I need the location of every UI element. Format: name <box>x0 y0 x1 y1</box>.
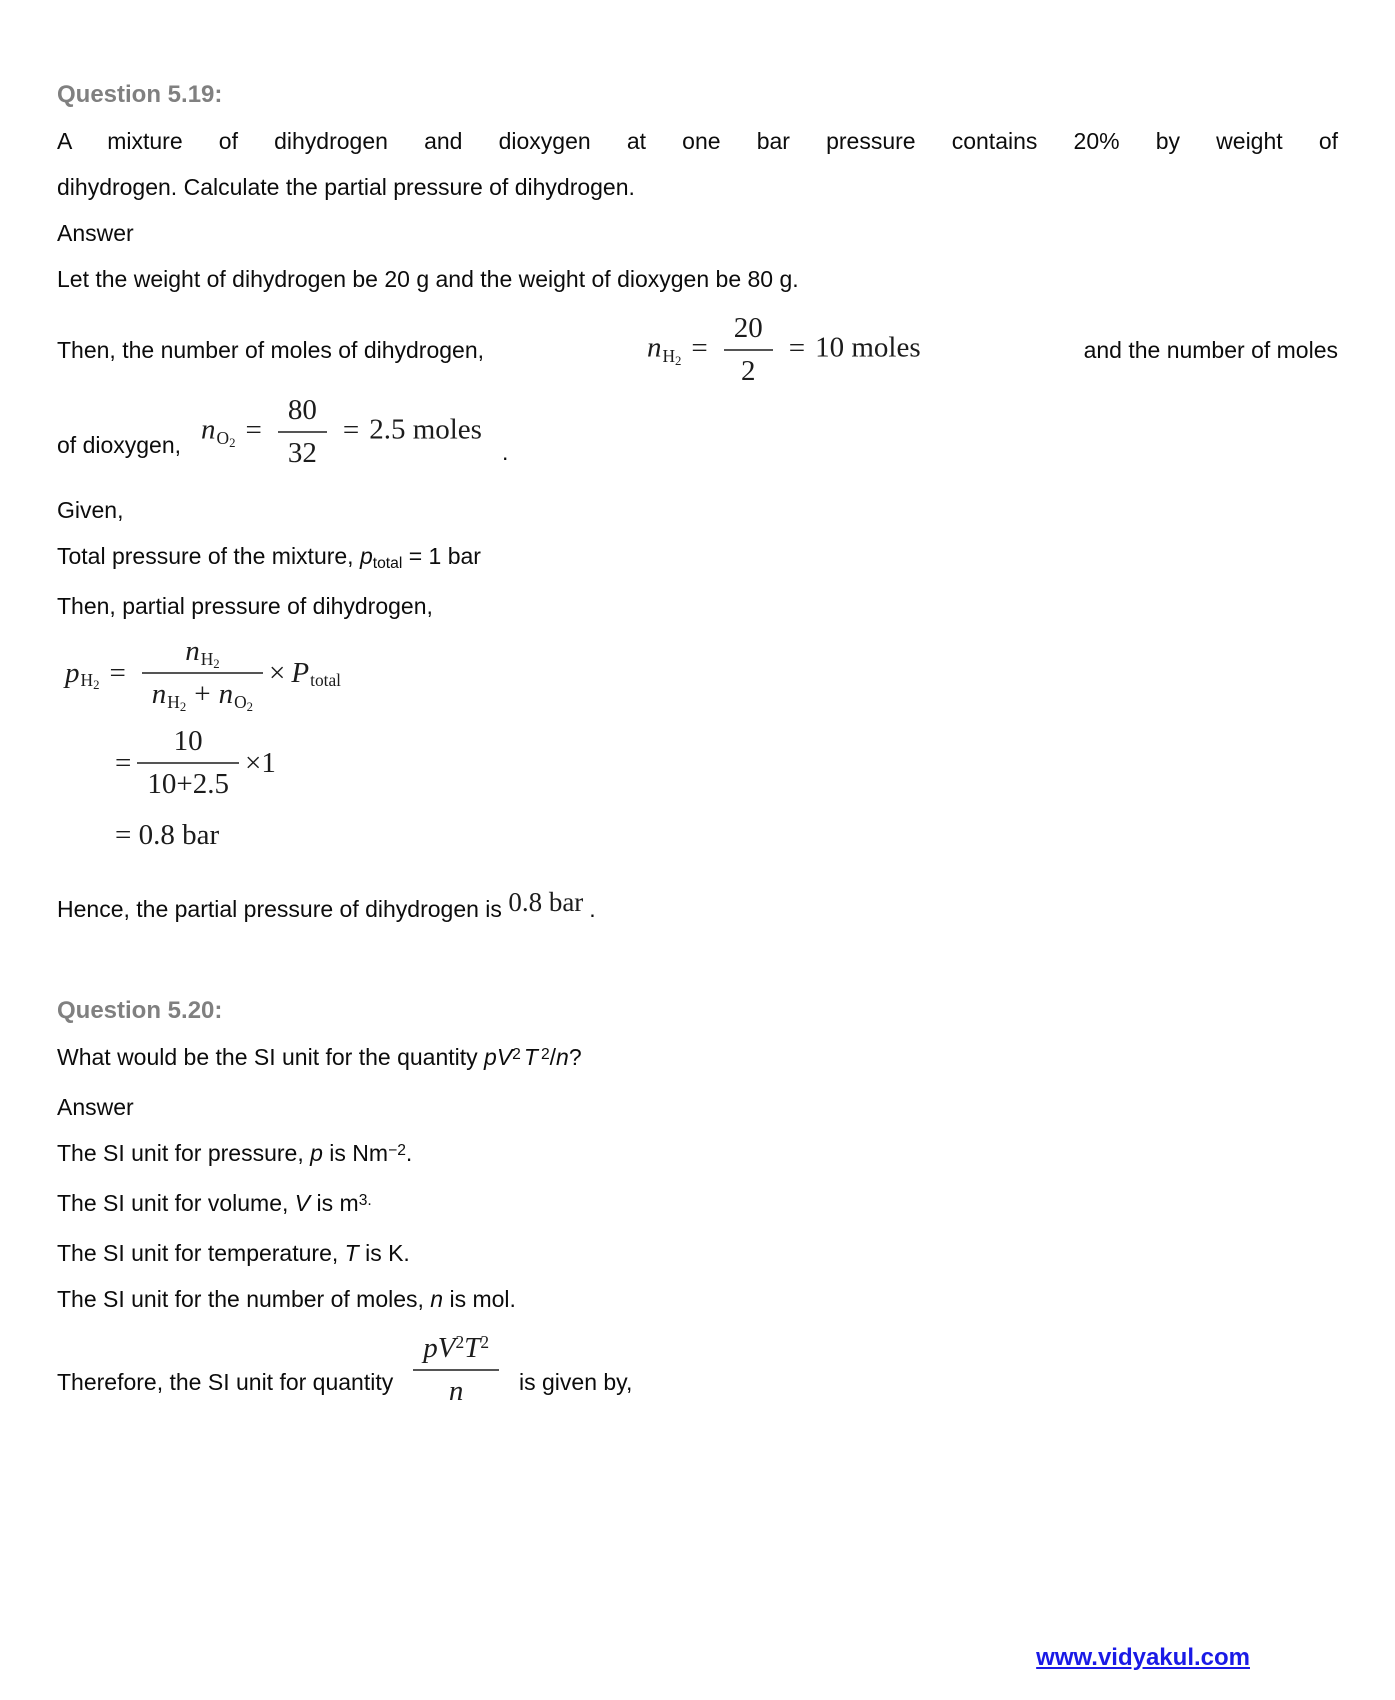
result-0-8-bar: = 0.8 bar <box>115 819 220 851</box>
sentence-period: . <box>405 1140 413 1166</box>
q20-question-before: What would be the SI unit for the quantity <box>57 1044 485 1070</box>
subscript-o: O <box>216 427 230 448</box>
hence-value: 0.8 bar <box>508 887 584 917</box>
subscript-total: total <box>310 670 342 691</box>
var-v: V <box>437 1332 456 1364</box>
moles-row-after: and the number of moles <box>1083 337 1338 363</box>
subscript-o: O <box>234 691 247 712</box>
superscript-2: 2 <box>540 1046 550 1064</box>
fraction-numerator: 20 <box>733 312 763 344</box>
superscript-minus-2: −2 <box>388 1142 406 1160</box>
var-n: n <box>218 678 234 710</box>
var-n: n <box>556 1044 569 1070</box>
superscript-3: 3. <box>358 1192 372 1210</box>
fraction-80-32 <box>278 392 327 472</box>
var-n: n <box>185 635 200 667</box>
fraction-10-12p5 <box>137 723 239 803</box>
var-n: n <box>201 413 216 446</box>
equals-sign: = <box>115 746 132 779</box>
q19-answer-label: Answer <box>57 220 134 246</box>
si-temperature-line <box>57 1230 1338 1276</box>
var-n: n <box>151 678 167 710</box>
lhs-p-h2 <box>65 656 100 693</box>
result-text: 2.5 moles <box>369 413 482 446</box>
sentence-period: . <box>589 896 596 922</box>
si-temperature-before: The SI unit for temperature, <box>57 1240 345 1266</box>
equals-sign: = <box>788 331 806 364</box>
var-p: p <box>310 1140 323 1166</box>
var-p: p <box>423 1332 438 1364</box>
fraction-denominator: 2 <box>724 349 773 390</box>
subscript-h: H <box>167 691 180 712</box>
formula-n-h2 <box>647 310 921 390</box>
fraction-20-2 <box>724 310 773 390</box>
formula-n-o2 <box>201 392 482 472</box>
si-volume-line <box>57 1180 1338 1230</box>
fraction-numerator <box>142 633 263 672</box>
formula-pv2t2-over-n <box>413 1330 499 1410</box>
subscript-h: H <box>662 345 676 366</box>
var-t: T <box>464 1332 481 1364</box>
hence-line <box>57 885 1338 932</box>
var-t: T <box>523 1044 538 1070</box>
question-5-19-heading: Question 5.19: <box>57 81 223 108</box>
equals-sign: = <box>691 331 708 364</box>
fraction-numerator: 10 <box>173 725 203 757</box>
question-5-20-heading: Question 5.20: <box>57 997 223 1024</box>
moles-dioxygen-row <box>57 392 1338 472</box>
si-volume-before: The SI unit for volume, <box>57 1190 295 1216</box>
subscript-2: 2 <box>213 656 220 671</box>
q19-question-line2: dihydrogen. Calculate the partial pressure of dihydrogen. <box>57 174 635 200</box>
var-v: V <box>294 1190 311 1216</box>
times-p-total <box>269 657 341 690</box>
mole-fraction <box>142 633 263 713</box>
subscript-h: H <box>80 670 94 691</box>
equals-sign: = <box>109 656 126 689</box>
subscript-h: H <box>200 648 214 669</box>
ph2-equation-line2 <box>115 723 1338 803</box>
var-v: V <box>496 1044 513 1070</box>
fraction-numerator: 80 <box>287 394 317 426</box>
given-label: Given, <box>57 497 124 523</box>
result-text: 10 moles <box>815 331 921 364</box>
fraction-denominator: 32 <box>278 431 327 472</box>
var-p: p <box>359 543 373 569</box>
total-pressure-before: Total pressure of the mixture, <box>57 543 360 569</box>
subscript-2: 2 <box>675 353 682 368</box>
subscript-2: 2 <box>229 435 236 450</box>
slash: / <box>549 1044 557 1070</box>
si-temperature-mid: is K. <box>358 1240 410 1266</box>
therefore-after: is given by, <box>519 1369 633 1395</box>
moles-dihydrogen-row <box>57 310 1338 390</box>
fraction-numerator <box>413 1330 499 1369</box>
then-partial-line: Then, partial pressure of dihydrogen, <box>57 593 433 619</box>
var-p: p <box>484 1044 497 1070</box>
q20-question-line <box>57 1034 1338 1084</box>
ph2-equation-line3 <box>115 815 1338 855</box>
fraction-denominator: n <box>413 1369 499 1410</box>
sentence-period: . <box>501 439 509 465</box>
equals-sign: = <box>245 413 262 446</box>
subscript-total: total <box>372 554 403 572</box>
var-t: T <box>344 1240 359 1266</box>
q19-weights-line: Let the weight of dihydrogen be 20 g and the weight of dioxygen be 80 g. <box>57 266 799 292</box>
subscript-2: 2 <box>246 699 254 714</box>
question-mark: ? <box>568 1044 582 1070</box>
fraction-denominator <box>142 672 263 713</box>
subscript-2: 2 <box>93 678 100 693</box>
si-volume-mid: is m <box>310 1190 359 1216</box>
si-pressure-mid: is Nm <box>322 1140 389 1166</box>
q20-answer-label: Answer <box>57 1094 134 1120</box>
si-moles-mid: is mol. <box>443 1286 516 1312</box>
vidyakul-footer-link[interactable]: www.vidyakul.com <box>1036 1644 1250 1671</box>
therefore-before: Therefore, the SI unit for quantity <box>57 1369 394 1395</box>
var-n: n <box>430 1286 444 1312</box>
moles-row-before: Then, the number of moles of dihydrogen, <box>57 337 485 363</box>
equals-sign: = <box>342 413 360 446</box>
var-p: p <box>65 656 80 689</box>
superscript-2: 2 <box>480 1332 490 1353</box>
times-sign: × <box>269 656 286 689</box>
var-p-total: P <box>291 656 310 689</box>
fraction-denominator: 10+2.5 <box>137 762 239 803</box>
superscript-2: 2 <box>512 1046 521 1064</box>
times-one: ×1 <box>244 746 276 779</box>
total-pressure-line <box>57 533 1338 583</box>
subscript-2: 2 <box>179 699 187 714</box>
total-pressure-after: = 1 bar <box>402 543 481 569</box>
superscript-2: 2 <box>455 1332 465 1353</box>
si-moles-before: The SI unit for the number of moles, <box>57 1286 431 1312</box>
q19-question-line1: A mixture of dihydrogen and dioxygen at one bar pressure contains 20% by weight of <box>57 128 1338 154</box>
hence-before: Hence, the partial pressure of dihydrogen is <box>57 896 509 922</box>
therefore-row <box>57 1330 1338 1405</box>
var-n: n <box>646 331 662 364</box>
ph2-equation-line1 <box>65 633 1338 713</box>
si-moles-line <box>57 1276 1338 1322</box>
si-pressure-before: The SI unit for pressure, <box>57 1140 311 1166</box>
plus-sign: + <box>194 678 211 710</box>
si-pressure-line <box>57 1130 1338 1180</box>
dioxygen-row-before: of dioxygen, <box>57 432 182 458</box>
